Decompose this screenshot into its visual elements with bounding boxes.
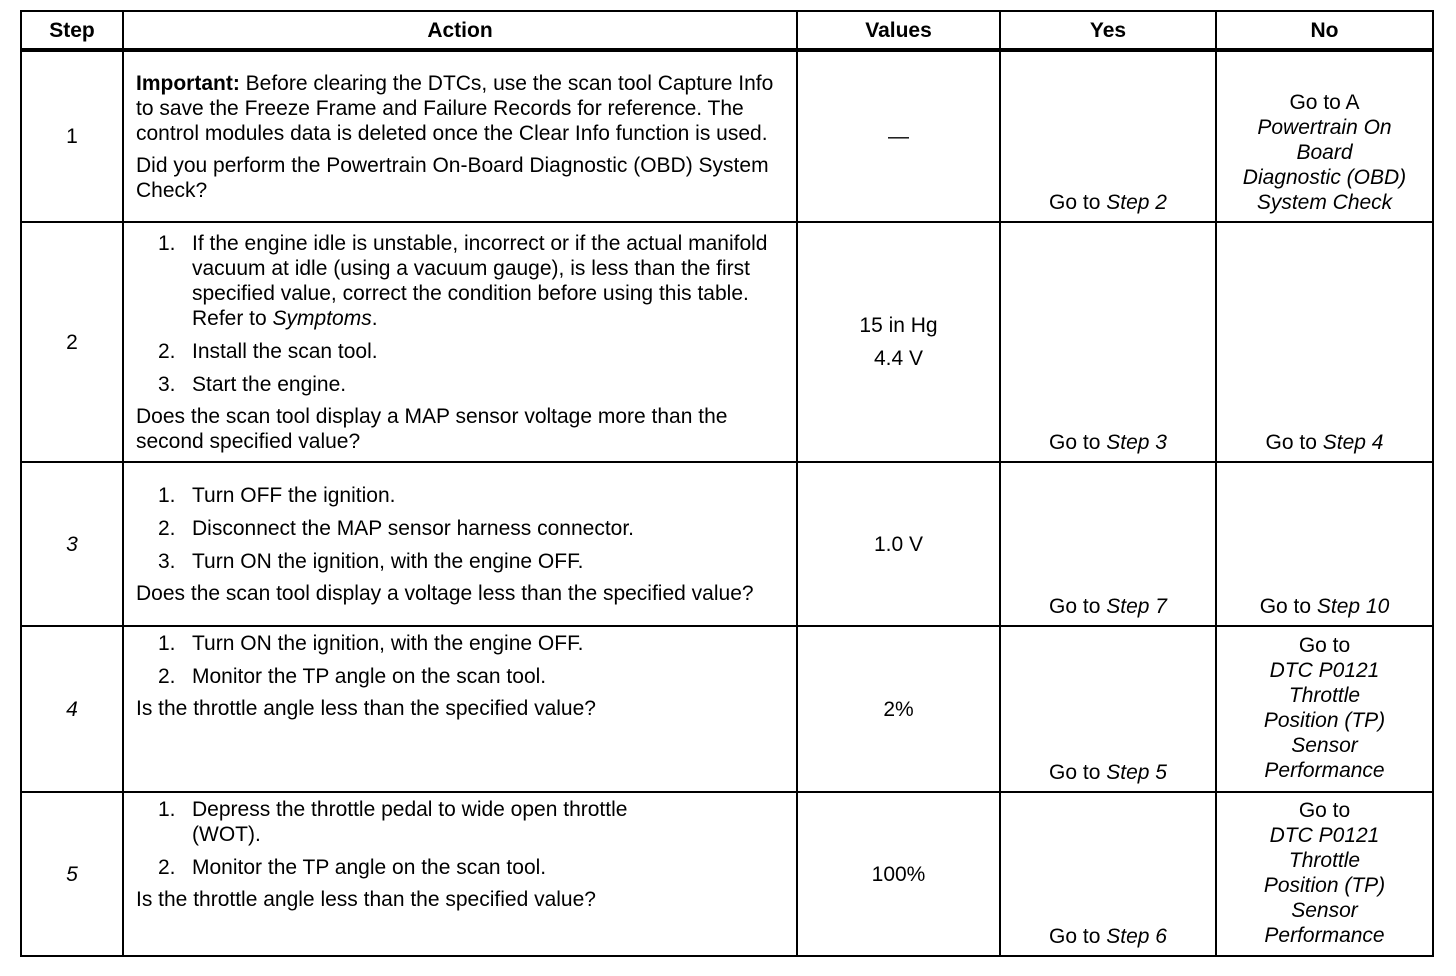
action-step [136,549,788,574]
no-step-link[interactable]: Step 10 [1316,595,1390,618]
no-line: Performance [1264,924,1385,947]
value: 4.4 V [873,347,924,370]
yes-cell [1000,462,1216,626]
important-note [136,71,788,146]
action-step-number: 3. [158,372,176,396]
yes-cell [1000,222,1216,462]
action-step [136,231,788,331]
table-row [21,50,1433,222]
action-step [136,372,788,397]
values-cell [797,792,1000,956]
action-cell [123,462,797,626]
no-line: Sensor [1291,899,1358,922]
yes-prefix: Go to [1049,431,1107,454]
action-step-number: 2. [158,856,176,879]
no-reference[interactable] [1221,90,1428,215]
no-cell [1216,792,1433,956]
yes-step-link[interactable]: Step 2 [1106,191,1167,214]
no-reference[interactable] [1221,633,1428,783]
header-yes: Yes [1000,11,1216,50]
header-row [21,11,1433,50]
action-step [136,664,788,689]
action-question: Is the throttle angle less than the specified value? [136,697,596,720]
action-step-number: 2. [158,665,176,688]
action-question: Is the throttle angle less than the specified value? [136,888,596,911]
value: 100% [871,862,926,886]
no-line: Go to [1298,634,1351,657]
diagnostic-table-sheet [20,10,1432,957]
action-step-text: If the engine idle is unstable, incorrect or if the actual manifold vacuum at idle (using a vacuum gauge), is less than the first specified value, correct the condition before using this table. Refer to [192,231,768,330]
yes-cell [1000,792,1216,956]
table-row [21,626,1433,792]
action-cell [123,792,797,956]
action-step-text: Monitor the TP angle on the scan tool. [192,856,547,879]
header-no: No [1216,11,1433,50]
value: — [888,125,909,148]
action-step [136,797,788,847]
no-cell [1216,222,1433,462]
yes-step-link[interactable]: Step 6 [1106,925,1167,948]
step-number: 2 [21,222,123,462]
no-line: System Check [1256,191,1393,214]
action-step-number: 3. [158,549,176,573]
no-line: Sensor [1291,734,1358,757]
value: 1.0 V [873,532,924,556]
no-reference[interactable] [1221,798,1428,948]
no-line: Go to [1298,799,1351,822]
no-prefix: Go to [1259,595,1317,618]
yes-prefix: Go to [1049,595,1107,618]
action-steps [136,231,788,397]
yes-prefix: Go to [1049,925,1107,948]
step-number: 4 [21,626,123,792]
yes-step-link[interactable]: Step 5 [1106,761,1167,784]
yes-step-link[interactable]: Step 7 [1106,595,1167,618]
action-step-tail: . [371,306,378,330]
action-step-number: 1. [158,632,176,655]
value: 2% [883,697,914,721]
yes-step-link[interactable]: Step 3 [1106,431,1167,454]
symptoms-link[interactable]: Symptoms [272,306,372,330]
no-line: DTC P0121 [1269,824,1380,847]
values-cell [797,50,1000,222]
values-cell [797,462,1000,626]
no-line: Board [1296,141,1353,164]
action-steps [136,483,788,574]
no-line: Throttle [1288,849,1361,872]
action-question: Does the scan tool display a voltage less than the specified value? [136,581,754,605]
no-line: Position (TP) [1263,709,1386,732]
no-line: Position (TP) [1263,874,1386,897]
action-step [136,339,788,364]
table-row [21,222,1433,462]
step-number: 3 [21,462,123,626]
yes-prefix: Go to [1049,191,1107,214]
action-step-text: Install the scan tool. [192,339,378,363]
step-number: 5 [21,792,123,956]
action-step [136,631,788,656]
yes-prefix: Go to [1049,761,1107,784]
action-step-number: 1. [158,231,176,255]
no-line: Performance [1264,759,1385,782]
no-line: Go to A [1289,91,1360,114]
no-step-link[interactable]: Step 4 [1322,431,1384,454]
value: 15 in Hg [859,314,938,337]
header-action: Action [123,11,797,50]
values-cell [797,222,1000,462]
no-line: Diagnostic (OBD) [1242,166,1407,189]
step-number: 1 [21,50,123,222]
action-step-number: 1. [158,798,176,821]
action-question: Does the scan tool display a MAP sensor voltage more than the second specified value? [136,404,728,453]
action-cell [123,50,797,222]
table-row [21,462,1433,626]
action-step-text: Turn ON the ignition, with the engine OFF. [192,632,584,655]
important-label: Important: [136,71,240,95]
values-cell [797,626,1000,792]
action-step-text: Turn ON the ignition, with the engine OFF. [192,549,584,573]
no-cell [1216,462,1433,626]
header-step: Step [21,11,123,50]
no-line: Throttle [1288,684,1361,707]
yes-cell [1000,626,1216,792]
no-line: Powertrain On [1257,116,1392,139]
action-question: Did you perform the Powertrain On-Board Diagnostic (OBD) System Check? [136,153,769,202]
action-step-text: Depress the throttle pedal to wide open throttle (WOT). [192,798,628,846]
action-steps [136,797,788,880]
action-step-text: Monitor the TP angle on the scan tool. [192,665,547,688]
action-step-text: Turn OFF the ignition. [192,483,396,507]
diagnostic-table [20,10,1434,957]
action-steps [136,631,788,689]
action-step [136,855,788,880]
no-cell [1216,626,1433,792]
table-row [21,792,1433,956]
no-line: DTC P0121 [1269,659,1380,682]
action-cell [123,626,797,792]
action-cell [123,222,797,462]
action-step-text: Start the engine. [192,372,347,396]
no-prefix: Go to [1265,431,1323,454]
action-step-number: 2. [158,516,176,540]
important-text: Before clearing the DTCs, use the scan tool Capture Info to save the Freeze Frame and Failure Records for reference. The control modules data is deleted once the Clear Info function is used. [136,71,774,145]
action-step [136,516,788,541]
action-step [136,483,788,508]
action-step-text: Disconnect the MAP sensor harness connector. [192,516,635,540]
no-cell [1216,50,1433,222]
action-step-number: 1. [158,483,176,507]
yes-cell [1000,50,1216,222]
action-step-number: 2. [158,339,176,363]
header-values: Values [797,11,1000,50]
